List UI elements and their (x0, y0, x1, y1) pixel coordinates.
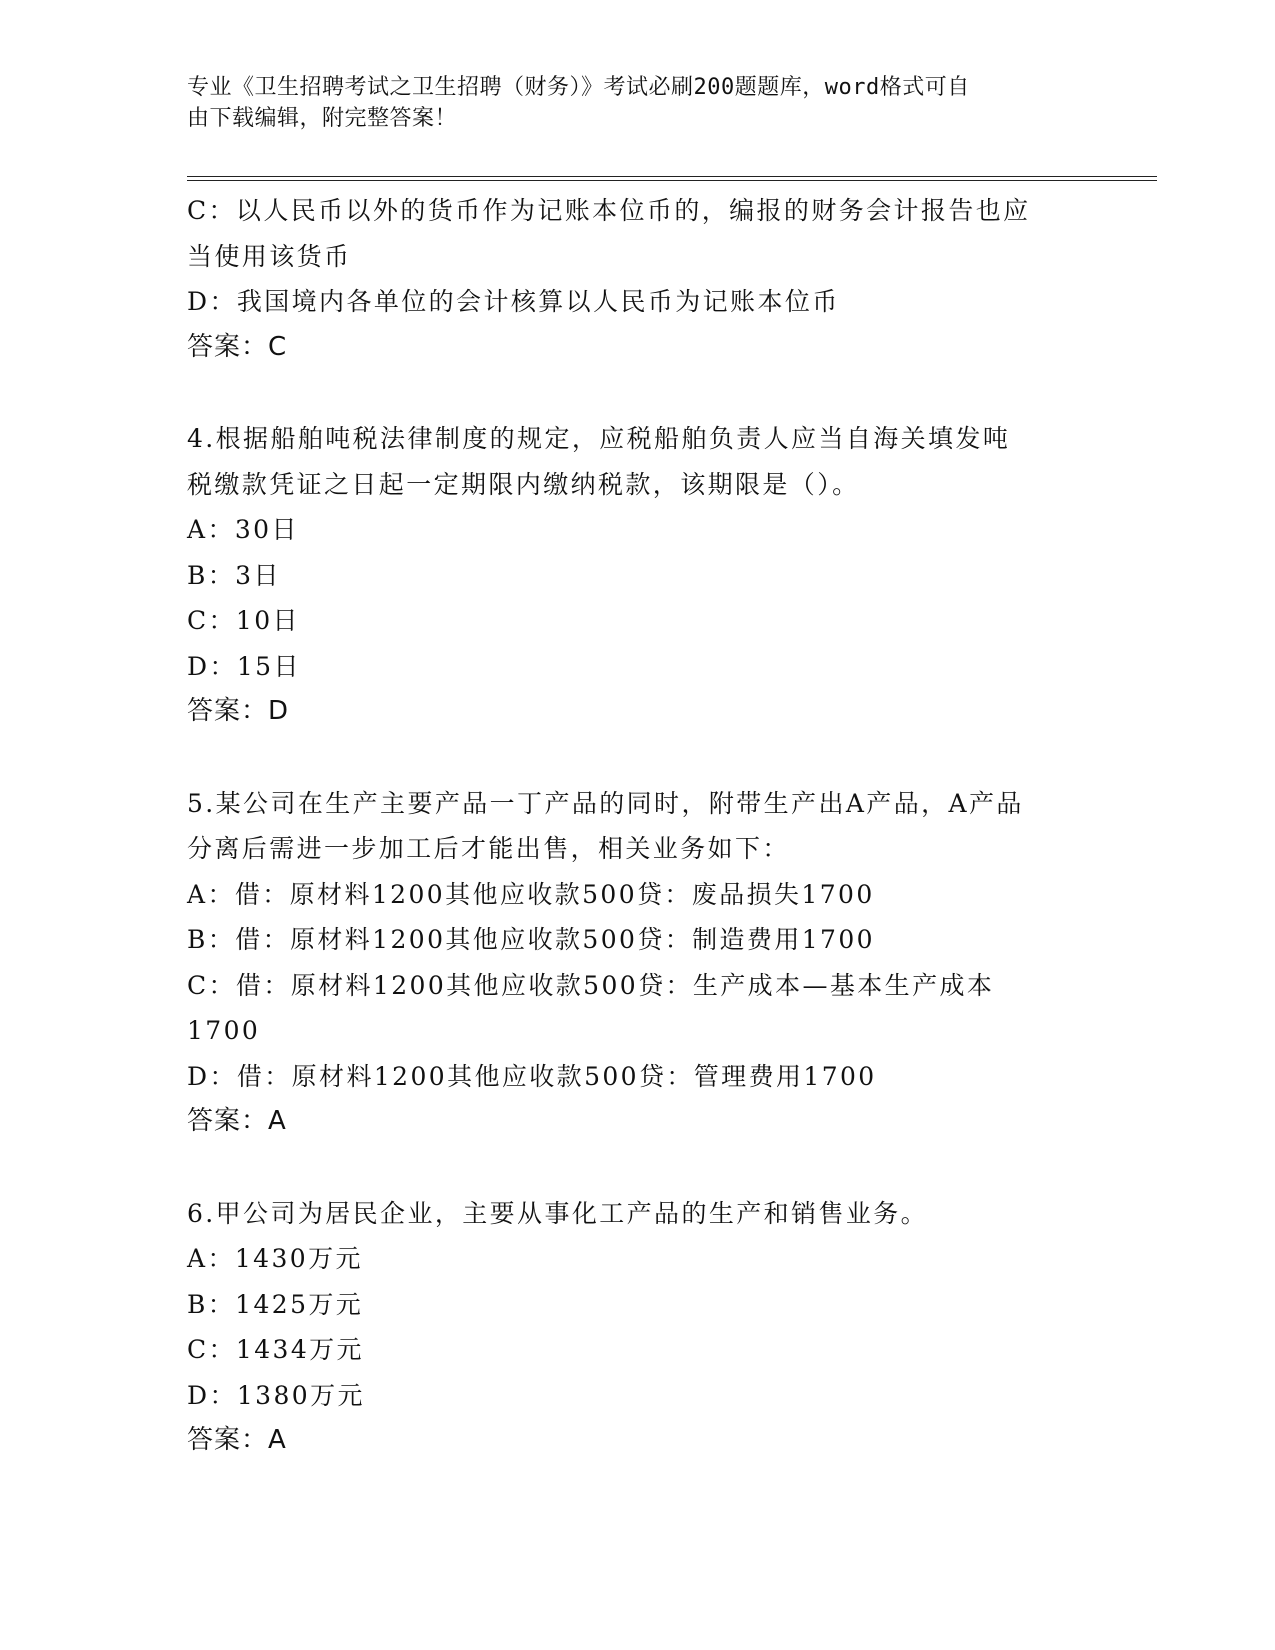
question-6 (187, 1191, 1087, 1464)
question-stem: 4.根据船舶吨税法律制度的规定，应税船舶负责人应当自海关填发吨 (187, 424, 1011, 453)
option-d: D：15日 (187, 651, 301, 681)
answer: 答案：A (187, 1425, 287, 1455)
spacer (187, 370, 1087, 416)
option-c: C：借：原材料1200其他应收款500贷：生产成本—基本生产成本 (187, 970, 995, 1000)
header-divider (187, 176, 1157, 181)
option-c: C：1434万元 (187, 1335, 364, 1364)
question-stem-continued: 分离后需进一步加工后才能出售，相关业务如下： (187, 834, 790, 863)
option-b: B：1425万元 (187, 1289, 364, 1319)
answer: 答案：C (187, 331, 288, 362)
question-list (187, 188, 1087, 1464)
option-c-continued: 1700 (187, 1016, 261, 1045)
option-b: B：借：原材料1200其他应收款500贷：制造费用1700 (187, 925, 875, 954)
option-d: D：我国境内各单位的会计核算以人民币为记账本位币 (187, 287, 840, 316)
spacer (187, 735, 1087, 781)
answer: 答案：D (187, 696, 290, 726)
question-stem: 6.甲公司为居民企业，主要从事化工产品的生产和销售业务。 (187, 1198, 929, 1228)
option-b: B：3日 (187, 560, 281, 590)
option-a: A：1430万元 (187, 1244, 363, 1273)
spacer (187, 1145, 1087, 1191)
header-title-line-2: 由下载编辑，附完整答案！ (187, 106, 458, 131)
question-4 (187, 416, 1087, 735)
page-header (187, 72, 1087, 134)
question-5 (187, 781, 1087, 1145)
option-d: D：借：原材料1200其他应收款500贷：管理费用1700 (187, 1061, 877, 1091)
question-stem: 5.某公司在生产主要产品一丁产品的同时，附带生产出A产品，A产品 (187, 788, 1024, 818)
option-c-continued: 当使用该货币 (187, 241, 352, 271)
option-c: C：10日 (187, 606, 300, 635)
option-a: A：借：原材料1200其他应收款500贷：废品损失1700 (187, 879, 875, 909)
answer: 答案：A (187, 1106, 287, 1136)
question-3 (187, 188, 1087, 370)
option-c: C：以人民币以外的货币作为记账本位币的，编报的财务会计报告也应 (187, 196, 1031, 225)
header-title-line-1: 专业《卫生招聘考试之卫生招聘（财务）》考试必刷200题题库，word格式可自 (187, 75, 970, 100)
question-stem-continued: 税缴款凭证之日起一定期限内缴纳税款，该期限是（）。 (187, 469, 860, 499)
option-d: D：1380万元 (187, 1380, 365, 1410)
option-a: A：30日 (187, 515, 299, 544)
